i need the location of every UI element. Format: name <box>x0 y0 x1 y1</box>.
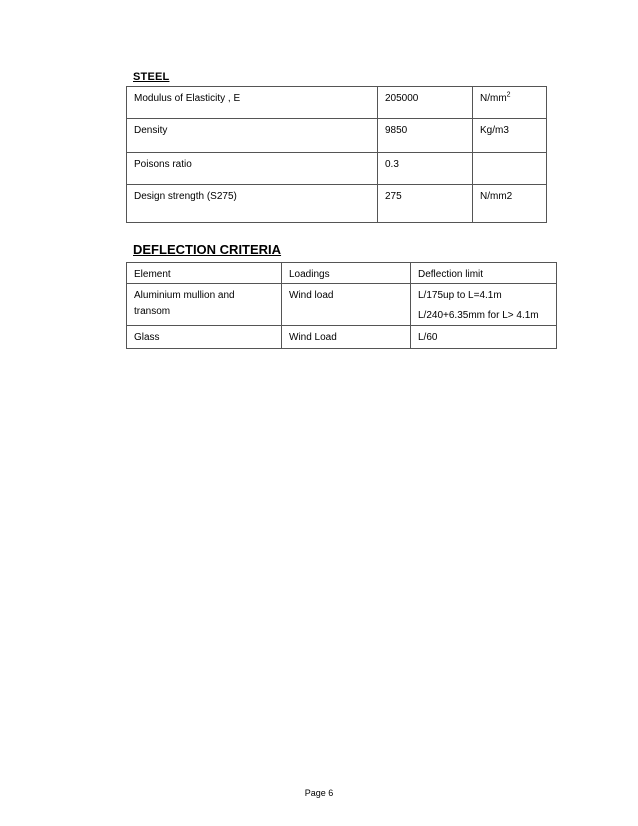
property-cell: Density <box>127 119 378 153</box>
limit-cell: L/60 <box>411 326 557 349</box>
limit-cell <box>411 284 557 326</box>
element-line: Aluminium mullion and <box>134 290 235 301</box>
header-loadings: Loadings <box>282 263 411 284</box>
header-element: Element <box>127 263 282 284</box>
table-row <box>127 119 547 153</box>
value-cell: 205000 <box>378 87 473 119</box>
value-cell: 0.3 <box>378 153 473 185</box>
loading-cell: Wind Load <box>282 326 411 349</box>
deflection-criteria-heading: DEFLECTION CRITERIA <box>133 242 282 257</box>
unit-superscript: 2 <box>506 91 511 99</box>
steel-heading: STEEL <box>133 71 170 83</box>
limit-line: L/240+6.35mm for L> 4.1m <box>418 310 539 321</box>
unit-cell <box>473 87 547 119</box>
deflection-criteria-table <box>126 262 557 349</box>
unit-cell: N/mm2 <box>473 185 547 223</box>
table-row <box>127 153 547 185</box>
header-deflection-limit: Deflection limit <box>411 263 557 284</box>
element-cell: Glass <box>127 326 282 349</box>
unit-cell <box>473 153 547 185</box>
unit-cell: Kg/m3 <box>473 119 547 153</box>
element-line: transom <box>134 306 171 317</box>
value-cell: 9850 <box>378 119 473 153</box>
value-cell: 275 <box>378 185 473 223</box>
property-cell: Design strength (S275) <box>127 185 378 223</box>
loading-cell: Wind load <box>282 284 411 326</box>
steel-properties-table <box>126 86 547 223</box>
table-row <box>127 284 557 326</box>
element-cell <box>127 284 282 326</box>
property-cell: Modulus of Elasticity , E <box>127 87 378 119</box>
table-row <box>127 326 557 349</box>
property-cell: Poisons ratio <box>127 153 378 185</box>
unit-base: N/mm <box>480 93 507 104</box>
table-header-row <box>127 263 557 284</box>
table-row <box>127 185 547 223</box>
page-number: Page 6 <box>304 788 334 798</box>
table-row <box>127 87 547 119</box>
limit-line: L/175up to L=4.1m <box>418 290 502 301</box>
